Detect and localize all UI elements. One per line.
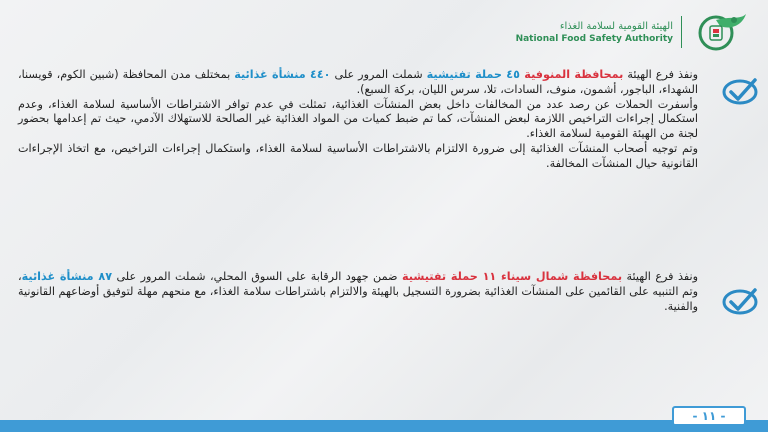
menoufia-summary <box>18 68 698 98</box>
text-run: بمختلف مدن المحافظة (شبين الكوم، قويسنا، الشهداء، الباجور، أشمون، منوف، السادات، تلا، سرس الليان، بركة السبع). <box>18 68 698 96</box>
campaign-count: ٤٥ حملة تفتيشية <box>426 68 525 81</box>
logo-divider <box>681 16 682 48</box>
governorate-name: بمحافظة شمال سيناء <box>501 270 623 283</box>
page-number: - ١١ - <box>672 406 746 426</box>
logo-text <box>516 20 673 45</box>
menoufia-directives: وتم توجيه أصحاب المنشآت الغذائية إلى ضرورة الالتزام بالاشتراطات الأساسية لسلامة الغذاء، واستكمال إجراءات التراخيص، مع اتخاذ الإجراءات القانونية حيال المنشآت المخالفة. <box>18 141 698 170</box>
checkmark-bullet-icon <box>722 288 758 316</box>
text-run: ونفذ فرع الهيئة <box>622 270 699 283</box>
section-menoufia <box>18 68 698 172</box>
nfsa-emblem-icon <box>690 10 750 54</box>
text-run: ونفذ فرع الهيئة <box>623 68 698 81</box>
header-logo <box>516 10 750 54</box>
logo-arabic-name: الهيئة القومية لسلامة الغذاء <box>559 20 673 32</box>
campaign-count: ١١ حملة تفتيشية <box>401 270 502 283</box>
text-run: شملت المرور على <box>330 68 427 81</box>
facility-count: ٤٤٠ منشأة غذائية <box>234 68 331 81</box>
governorate-name: بمحافظة المنوفية <box>524 68 624 81</box>
north-sinai-summary <box>18 270 698 314</box>
checkmark-bullet-icon <box>722 78 758 106</box>
text-run: ، وتم التنبيه على القائمين على المنشآت الغذائية بضرورة التسجيل بالهيئة والالتزام باشتراطات سلامة الغذاء، مع منحهم مهلة لتوفيق أوضاعهم القانونية والفنية. <box>18 270 698 313</box>
menoufia-findings: وأسفرت الحملات عن رصد عدد من المخالفات داخل بعض المنشآت الغذائية، تمثلت في عدم توافر الاشتراطات الأساسية لسلامة الغذاء، وعدم استكمال إجراءات التراخيص اللازمة لبعض المنشآت، كما تم ضبط كميات من المواد الغذائية غير الصالحة للاستهلاك الآدمي، حيث تم إعدامها بحضور لجنة من الهيئة القومية لسلامة الغذاء. <box>18 97 698 141</box>
text-run: ضمن جهود الرقابة على السوق المحلي، شملت المرور على <box>112 270 402 283</box>
footer-bar <box>0 420 768 432</box>
logo-english-name: National Food Safety Authority <box>515 33 673 44</box>
facility-count: ٨٧ منشأة غذائية <box>21 270 113 283</box>
section-north-sinai <box>18 270 698 314</box>
